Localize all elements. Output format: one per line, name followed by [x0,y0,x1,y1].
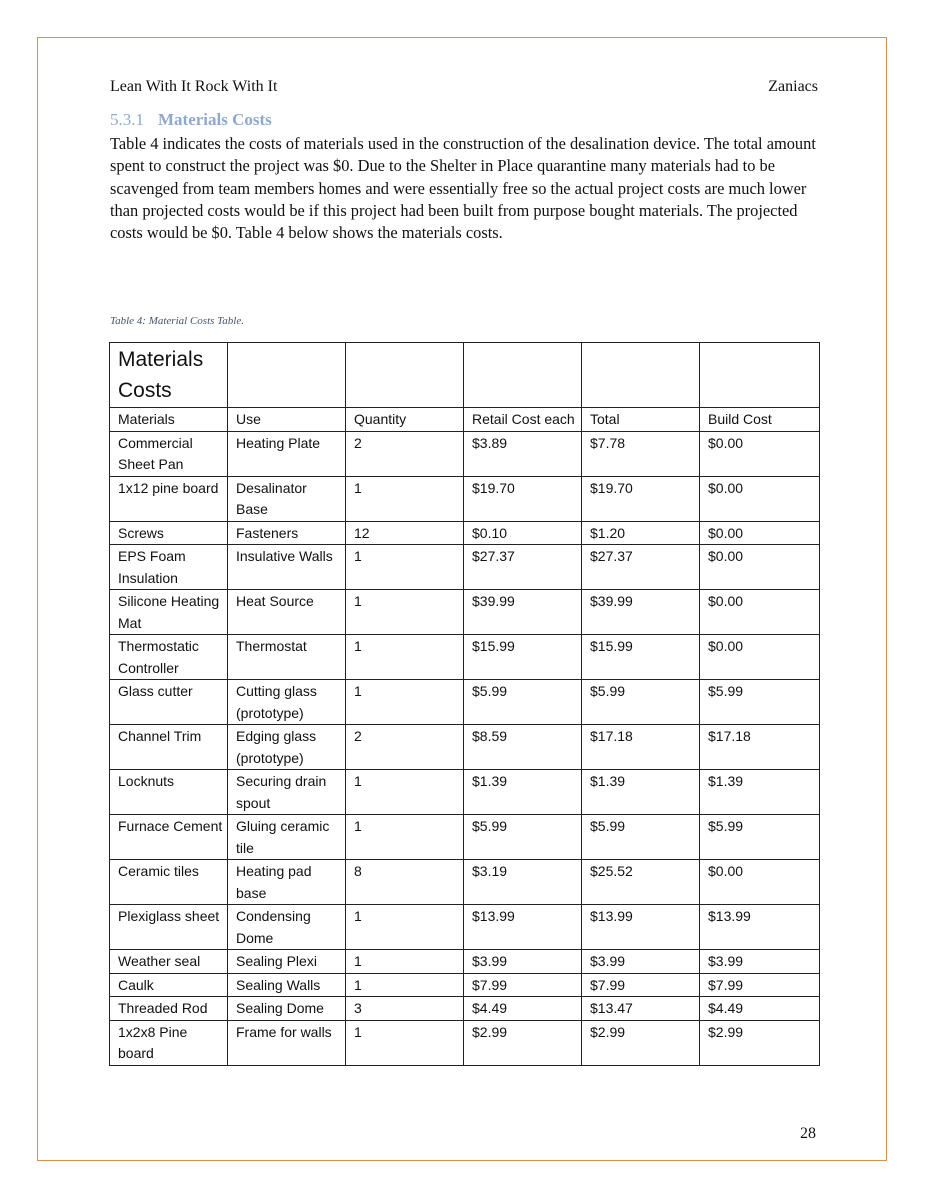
table-cell: $15.99 [464,635,582,680]
table-cell: $1.20 [582,521,700,545]
table-cell: Commercial Sheet Pan [110,431,228,476]
table-cell: Edging glass (prototype) [228,725,346,770]
table-cell: $17.18 [582,725,700,770]
table-cell: $13.47 [582,997,700,1021]
table-cell: 1 [346,680,464,725]
body-paragraph: Table 4 indicates the costs of materials used in the construction of the desalination device. The total amount spent to construct the project was $0. Due to the Shelter in Place quarantine many materials had to be scavenged from team members homes and were essentially free so the actual project costs are much lower than projected costs would be if this project had been built from purpose bought materials. The projected costs would be $0. Table 4 below shows the materials costs. [110,134,816,243]
table-cell: 2 [346,725,464,770]
table-row [110,431,820,476]
table-cell: 1 [346,950,464,974]
section-heading [110,110,272,130]
table-cell: $5.99 [700,680,820,725]
table-row [110,860,820,905]
table-cell [228,343,346,408]
table-cell: Channel Trim [110,725,228,770]
table-cell [582,343,700,408]
table-cell: 3 [346,997,464,1021]
table-cell: Weather seal [110,950,228,974]
table-caption: Table 4: Material Costs Table. [110,315,244,327]
running-header-team: Zaniacs [768,78,818,95]
table-cell: $1.39 [582,770,700,815]
table-cell: $3.99 [582,950,700,974]
section-number: 5.3.1 [110,110,144,129]
table-cell: $3.99 [464,950,582,974]
table-cell: $19.70 [582,476,700,521]
table-cell [700,343,820,408]
table-cell: 1 [346,1020,464,1065]
table-cell: Plexiglass sheet [110,905,228,950]
column-header: Total [582,408,700,432]
table-cell: $5.99 [582,815,700,860]
table-cell: $0.00 [700,635,820,680]
table-cell: $2.99 [464,1020,582,1065]
table-row [110,997,820,1021]
table-cell: $39.99 [464,590,582,635]
table-cell: Threaded Rod [110,997,228,1021]
table-cell: 1 [346,590,464,635]
table-cell: 1 [346,545,464,590]
table-cell: Cutting glass (prototype) [228,680,346,725]
table-row [110,1020,820,1065]
table-cell: $0.00 [700,590,820,635]
table-cell: $2.99 [700,1020,820,1065]
table-cell [346,343,464,408]
table-cell: Securing drain spout [228,770,346,815]
table-row [110,590,820,635]
table-cell: 1x12 pine board [110,476,228,521]
table-cell: $3.19 [464,860,582,905]
table-cell: Sealing Dome [228,997,346,1021]
table-cell: $7.99 [464,973,582,997]
table-row [110,635,820,680]
table-cell: $25.52 [582,860,700,905]
table-cell: $27.37 [464,545,582,590]
table-title: Materials Costs [110,343,228,408]
section-title: Materials Costs [158,110,272,129]
table-cell: 1 [346,973,464,997]
column-header: Materials [110,408,228,432]
column-header: Build Cost [700,408,820,432]
table-cell: $5.99 [700,815,820,860]
table-cell: Heating Plate [228,431,346,476]
materials-costs-table [109,342,820,1066]
table-cell: $5.99 [582,680,700,725]
table-cell: $1.39 [464,770,582,815]
table-row [110,973,820,997]
table-cell: Gluing ceramic tile [228,815,346,860]
table-cell: $27.37 [582,545,700,590]
table-cell: $0.10 [464,521,582,545]
table-cell: $13.99 [464,905,582,950]
table-cell: $2.99 [582,1020,700,1065]
table-cell: $1.39 [700,770,820,815]
table-row [110,815,820,860]
table-cell [464,343,582,408]
table-cell: Sealing Plexi [228,950,346,974]
table-cell: $5.99 [464,815,582,860]
table-cell: 1x2x8 Pine board [110,1020,228,1065]
table-cell: $0.00 [700,431,820,476]
table-cell: 1 [346,635,464,680]
table-cell: $0.00 [700,476,820,521]
table-cell: Frame for walls [228,1020,346,1065]
table-cell: Caulk [110,973,228,997]
table-row [110,545,820,590]
table-cell: $0.00 [700,521,820,545]
table-cell: 1 [346,905,464,950]
table-cell: $4.49 [464,997,582,1021]
table-cell: Condensing Dome [228,905,346,950]
table-cell: $7.78 [582,431,700,476]
table-row [110,950,820,974]
column-header: Use [228,408,346,432]
table-cell: $8.59 [464,725,582,770]
table-title-row [110,343,820,408]
table-cell: $39.99 [582,590,700,635]
table-cell: 1 [346,770,464,815]
table-row [110,905,820,950]
table-cell: Thermostatic Controller [110,635,228,680]
table-cell: 8 [346,860,464,905]
table-cell: Glass cutter [110,680,228,725]
table-row [110,476,820,521]
table-cell: Locknuts [110,770,228,815]
table-cell: $7.99 [582,973,700,997]
table-cell: 1 [346,815,464,860]
table-cell: $13.99 [700,905,820,950]
table-cell: $19.70 [464,476,582,521]
table-cell: $5.99 [464,680,582,725]
table-row [110,521,820,545]
table-cell: $7.99 [700,973,820,997]
column-header: Quantity [346,408,464,432]
page-number: 28 [800,1125,816,1142]
table-cell: EPS Foam Insulation [110,545,228,590]
column-header: Retail Cost each [464,408,582,432]
table-cell: $13.99 [582,905,700,950]
table-cell: 1 [346,476,464,521]
table-cell: $0.00 [700,860,820,905]
table-cell: Furnace Cement [110,815,228,860]
table-cell: Thermostat [228,635,346,680]
table-cell: Ceramic tiles [110,860,228,905]
table-row [110,725,820,770]
table-cell: Silicone Heating Mat [110,590,228,635]
table-cell: 2 [346,431,464,476]
table-cell: $3.89 [464,431,582,476]
table-cell: Sealing Walls [228,973,346,997]
table-cell: $4.49 [700,997,820,1021]
table-row [110,680,820,725]
table-cell: 12 [346,521,464,545]
table-cell: $17.18 [700,725,820,770]
table-cell: $0.00 [700,545,820,590]
table-cell: Screws [110,521,228,545]
table-cell: Heat Source [228,590,346,635]
running-header-title: Lean With It Rock With It [110,78,278,95]
table-row [110,770,820,815]
table-cell: Fasteners [228,521,346,545]
table-cell: Heating pad base [228,860,346,905]
table-cell: $3.99 [700,950,820,974]
table-header-row [110,408,820,432]
table-cell: $15.99 [582,635,700,680]
table-cell: Desalinator Base [228,476,346,521]
table-cell: Insulative Walls [228,545,346,590]
